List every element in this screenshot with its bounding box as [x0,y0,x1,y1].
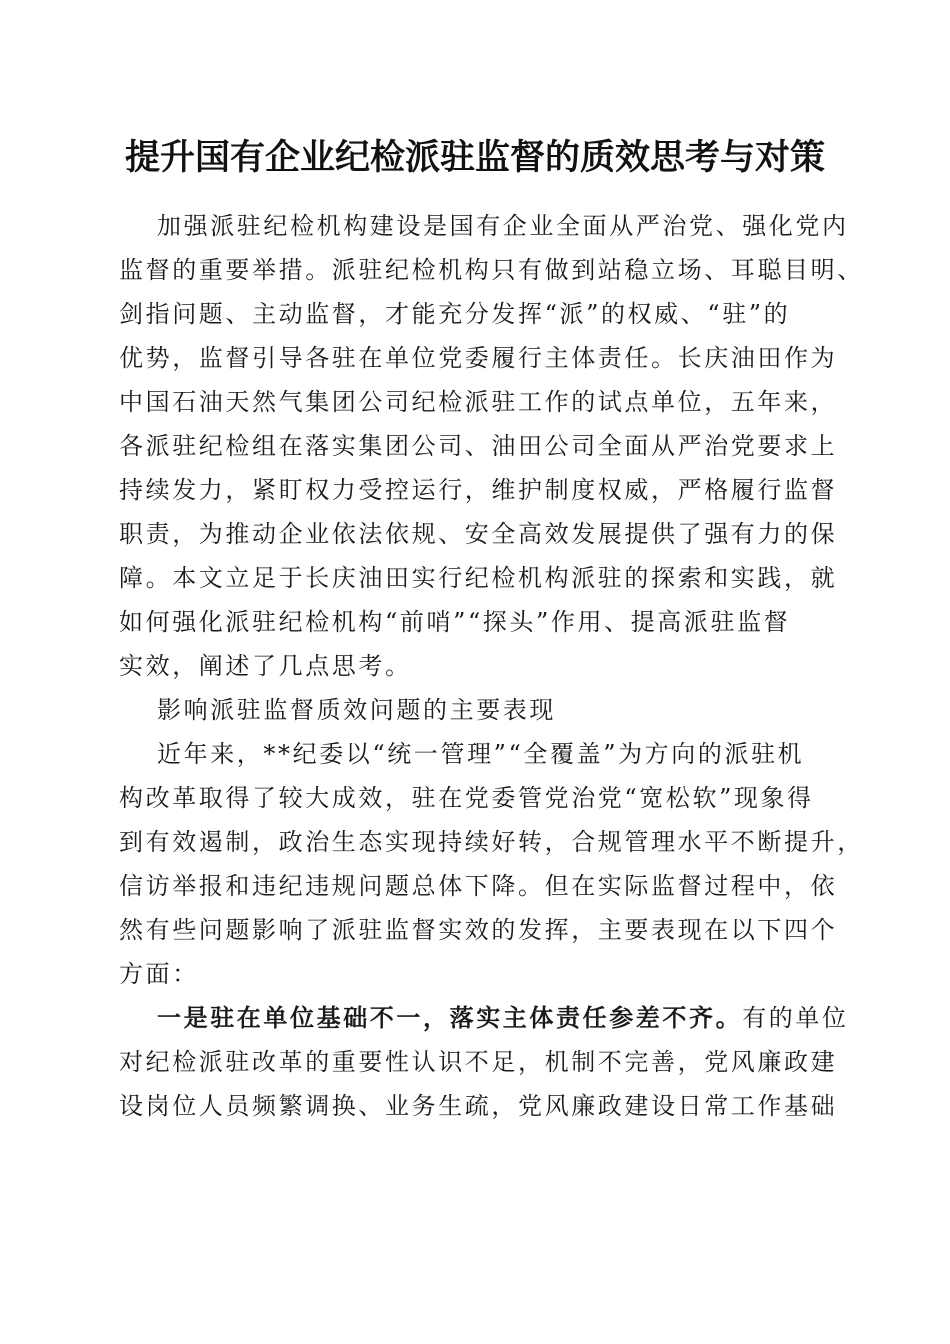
paragraph-line: 如何强化派驻纪检机构“前哨”“探头”作用、提高派驻监督 [119,608,791,636]
paragraph-line: 然有些问题影响了派驻监督实效的发挥，主要表现在以下四个 [119,916,838,944]
document-title: 提升国有企业纪检派驻监督的质效思考与对策 [124,137,825,178]
section-heading: 影响派驻监督质效问题的主要表现 [157,696,556,724]
paragraph-line: 对纪检派驻改革的重要性认识不足，机制不完善，党风廉政建 [119,1048,838,1076]
paragraph-line: 各派驻纪检组在落实集团公司、油田公司全面从严治党要求上 [119,432,838,460]
paragraph-line: 实效，阐述了几点思考。 [119,652,412,680]
document-body [119,204,864,1128]
paragraph-line [119,996,849,1040]
paragraph-line: 障。本文立足于长庆油田实行纪检机构派驻的探索和实践，就 [119,564,838,592]
paragraph-line: 持续发力，紧盯权力受控运行，维护制度权威，严格履行监督 [119,476,838,504]
paragraph-issues [119,732,864,996]
paragraph-line: 中国石油天然气集团公司纪检派驻工作的试点单位，五年来， [119,388,838,416]
paragraph-line: 剑指问题、主动监督，才能充分发挥“派”的权威、“驻”的 [119,300,791,328]
paragraph-line: 到有效遏制，政治生态实现持续好转，合规管理水平不断提升， [119,828,864,856]
point-text: 有的单位 [742,1004,849,1032]
paragraph-line: 设岗位人员频繁调换、业务生疏，党风廉政建设日常工作基础 [119,1092,838,1120]
paragraph-intro [119,204,864,688]
paragraph-line: 方面： [119,960,199,988]
paragraph-line: 信访举报和违纪违规问题总体下降。但在实际监督过程中，依 [119,872,838,900]
paragraph-point-one [119,996,849,1128]
paragraph-line: 近年来，**纪委以“统一管理”“全覆盖”为方向的派驻机 [157,740,805,768]
paragraph-line: 构改革取得了较大成效，驻在党委管党治党“宽松软”现象得 [119,784,814,812]
paragraph-line: 监督的重要举措。派驻纪检机构只有做到站稳立场、耳聪目明、 [119,256,864,284]
paragraph-line: 职责，为推动企业依法依规、安全高效发展提供了强有力的保 [119,520,838,548]
paragraph-line: 加强派驻纪检机构建设是国有企业全面从严治党、强化党内 [157,212,849,240]
point-lead: 一是驻在单位基础不一，落实主体责任参差不齐。 [157,1003,743,1032]
paragraph-line: 优势，监督引导各驻在单位党委履行主体责任。长庆油田作为 [119,344,838,372]
